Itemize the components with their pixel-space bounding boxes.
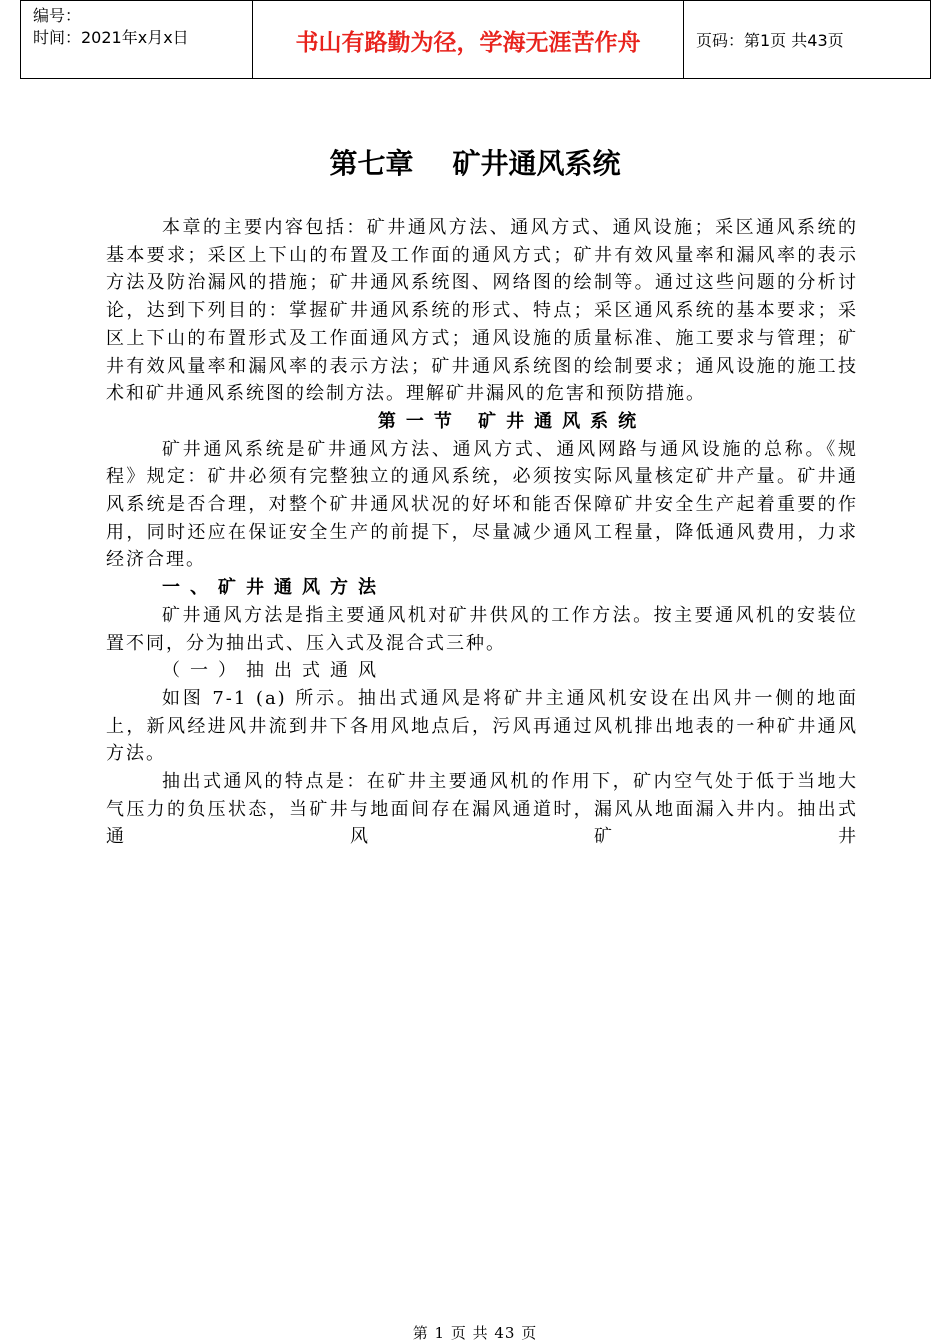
item-heading: （一）抽出式通风: [162, 660, 386, 682]
date-label: 时间：2021年x月x日: [33, 28, 189, 47]
item-paragraph: 如图 7-1 (a) 所示。抽出式通风是将矿井主通风机安设在出风井一侧的地面上，新风经进风井流到井下各用风地点后，污风再通过风机排出地表的一种矿井通风方法。: [106, 687, 858, 765]
header-info-cell: [21, 1, 253, 78]
doc-number-label: 编号：: [33, 6, 82, 25]
section-paragraph: 矿井通风系统是矿井通风方法、通风方式、通风网路与通风设施的总称。《规程》规定：矿井必须有完整独立的通风系统，必须按实际风量核定矿井产量。矿井通风系统是否合理，对整个矿井通风状况的好坏和能否保障矿井安全生产起着重要的作用，同时还应在保证安全生产的前提下，尽量减少通风工程量，降低通风费用，力求经济合理。: [106, 438, 858, 571]
header-motto-cell: [253, 1, 684, 78]
page-footer: 第 1 页 共 43 页: [412, 1324, 538, 1342]
motto-text: 书山有路勤为径，学海无涯苦作舟: [295, 30, 641, 56]
header-table: [20, 0, 931, 79]
subsection-paragraph: 矿井通风方法是指主要通风机对矿井供风的工作方法。按主要通风机的安装位置不同，分为抽出式、压入式及混合式三种。: [106, 604, 858, 654]
item-paragraph-2: 抽出式通风的特点是：在矿井主要通风机的作用下，矿内空气处于低于当地大气压力的负压状态，当矿井与地面间存在漏风通道时，漏风从地面漏入井内。抽出式通风矿井: [106, 771, 858, 848]
header-page-cell: [684, 1, 930, 78]
page-info: 页码：第1页 共43页: [696, 31, 844, 50]
chapter-title: 第七章 矿井通风系统: [329, 147, 621, 180]
section-heading: 第一节 矿井通风系统: [377, 410, 647, 432]
document-body: [106, 214, 858, 851]
intro-paragraph: 本章的主要内容包括：矿井通风方法、通风方式、通风设施；采区通风系统的基本要求；采区上下山的布置及工作面的通风方式；矿井有效风量率和漏风率的表示方法及防治漏风的措施；矿井通风系统图、网络图的绘制等。通过这些问题的分析讨论，达到下列目的：掌握矿井通风系统的形式、特点；采区通风系统的基本要求；采区上下山的布置形式及工作面通风方式；通风设施的质量标准、施工要求与管理；矿井有效风量率和漏风率的表示方法；矿井通风系统图的绘制要求；通风设施的施工技术和矿井通风系统图的绘制方法。理解矿井漏风的危害和预防措施。: [106, 217, 858, 405]
subsection-heading: 一、矿井通风方法: [162, 577, 386, 599]
